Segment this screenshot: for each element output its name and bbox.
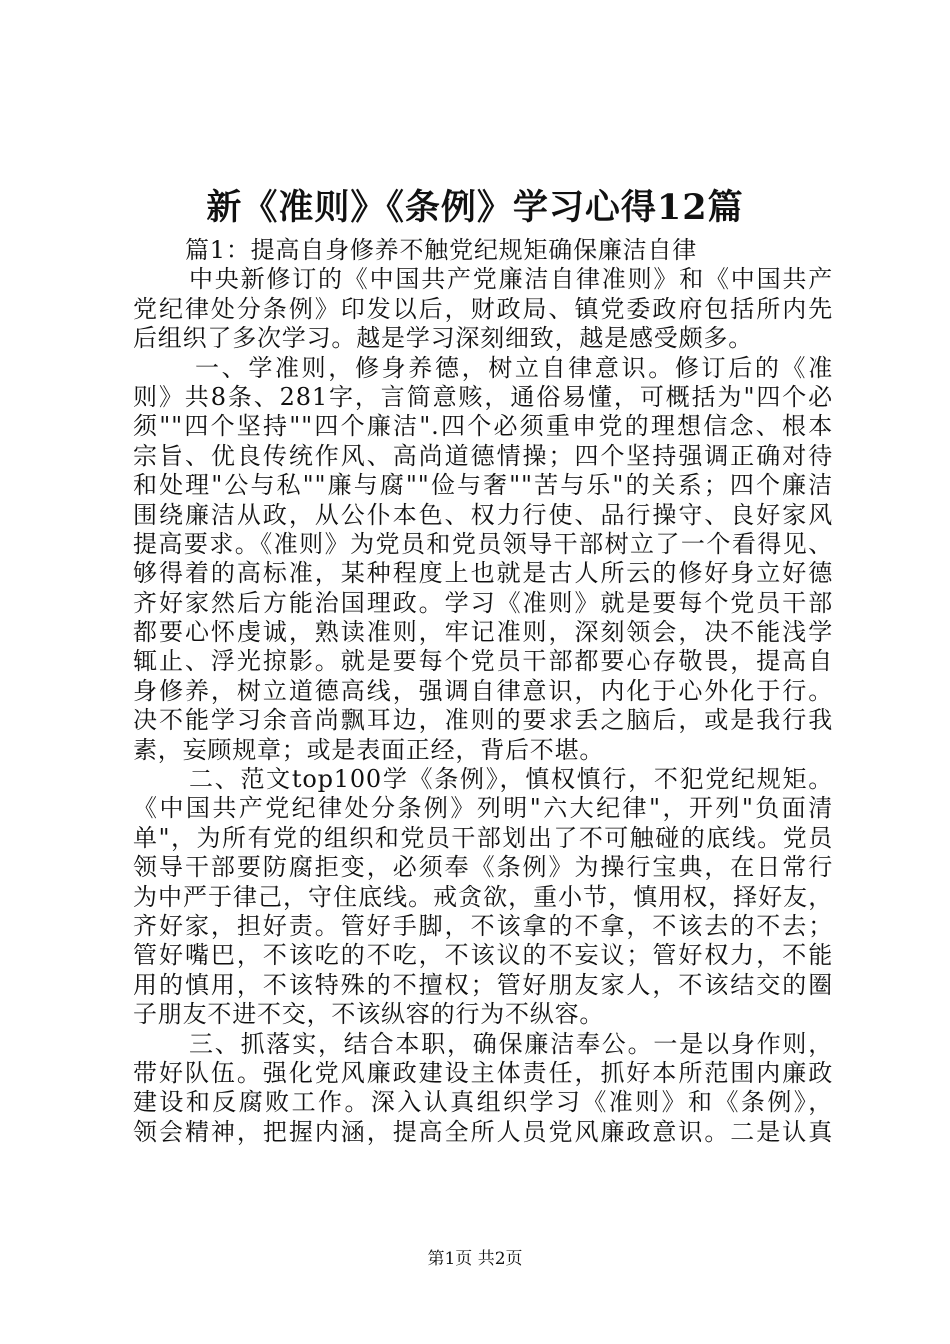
text-line: 素，妄顾规章；或是表面正经，背后不堪。 <box>133 735 605 764</box>
text-line: 建设和反腐败工作。深入认真组织学习《准则》和《条例》， <box>133 1088 833 1117</box>
section-heading-line: 篇1：提高自身修养不触党纪规矩确保廉洁自律 <box>185 236 698 264</box>
text-line: 齐好家然后方能治国理政。学习《准则》就是要每个党员干部 <box>133 588 833 617</box>
text-line: 管好嘴巴，不该吃的不吃，不该议的不妄议；管好权力，不能 <box>133 941 833 970</box>
text-line: 为中严于律己，守住底线。戒贪欲，重小节，慎用权，择好友， <box>133 882 833 911</box>
text-line: 带好队伍。强化党风廉政建设主体责任，抓好本所范围内廉政 <box>133 1058 833 1087</box>
document-title: 新《准则》《条例》学习心得12篇 <box>206 187 744 228</box>
text-line: 二、范文top100学《条例》，慎权慎行，不犯党纪规矩。 <box>189 765 833 794</box>
document-body <box>133 236 833 1147</box>
text-line: 则》共8条、281字，言简意赅，通俗易懂，可概括为"四个必 <box>133 382 833 411</box>
text-line: 子朋友不进不交，不该纵容的行为不纵容。 <box>133 1000 605 1029</box>
text-line: 提高要求。《准则》为党员和党员领导干部树立了一个看得见、 <box>133 529 833 558</box>
text-line: 身修养，树立道德高线，强调自律意识，内化于心外化于行。 <box>133 676 833 705</box>
text-line: 《中国共产党纪律处分条例》列明"六大纪律"，开列"负面清 <box>133 794 833 823</box>
text-line: 围绕廉洁从政，从公仆本色、权力行使、品行操守、良好家风 <box>133 500 833 529</box>
text-line: 宗旨、优良传统作风、高尚道德情操；四个坚持强调正确对待 <box>133 441 833 470</box>
text-line: 三、抓落实，结合本职，确保廉洁奉公。一是以身作则， <box>189 1029 833 1058</box>
text-line: 用的慎用，不该特殊的不擅权；管好朋友家人，不该结交的圈 <box>133 970 833 999</box>
text-line: 单"，为所有党的组织和党员干部划出了不可触碰的底线。党员 <box>133 823 833 852</box>
text-line: 够得着的高标准，某种程度上也就是古人所云的修好身立好德 <box>133 559 833 588</box>
text-line: 都要心怀虔诚，熟读准则，牢记准则，深刻领会，决不能浅学 <box>133 618 833 647</box>
text-line: 辄止、浮光掠影。就是要每个党员干部都要心存敬畏，提高自 <box>133 647 833 676</box>
page-footer: 第1页 共2页 <box>427 1249 523 1269</box>
text-line: 决不能学习余音尚飘耳边，准则的要求丢之脑后，或是我行我 <box>133 706 833 735</box>
text-line: 领会精神，把握内涵，提高全所人员党风廉政意识。二是认真 <box>133 1117 833 1146</box>
text-line: 一、学准则，修身养德，树立自律意识。修订后的《准 <box>195 353 833 382</box>
text-line: 齐好家，担好责。管好手脚，不该拿的不拿，不该去的不去； <box>133 911 833 940</box>
text-line: 后组织了多次学习。越是学习深刻细致，越是感受颇多。 <box>133 324 753 353</box>
text-line: 党纪律处分条例》印发以后，财政局、镇党委政府包括所内先 <box>133 294 833 323</box>
text-line: 须""四个坚持""四个廉洁".四个必须重申党的理想信念、根本 <box>133 412 833 441</box>
text-line: 领导干部要防腐拒变，必须奉《条例》为操行宝典，在日常行 <box>133 853 833 882</box>
text-line: 和处理"公与私""廉与腐""俭与奢""苦与乐"的关系；四个廉洁 <box>133 471 833 500</box>
text-line: 中央新修订的《中国共产党廉洁自律准则》和《中国共产 <box>189 265 833 294</box>
